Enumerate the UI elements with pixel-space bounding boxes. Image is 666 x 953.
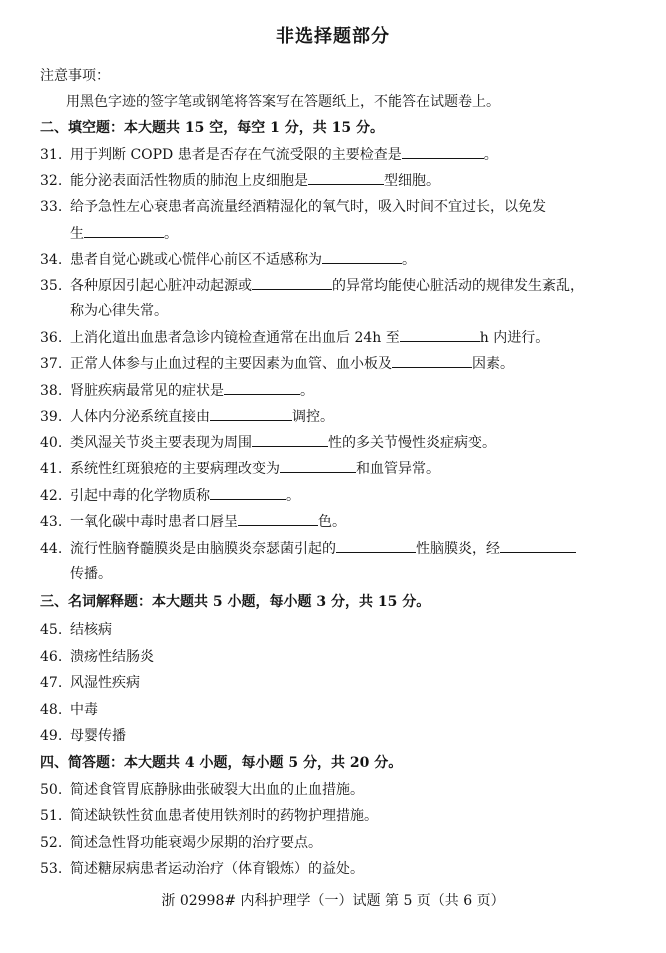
question-text: 因素。 [472,356,514,372]
question-text: 简述食管胃底静脉曲张破裂大出血的止血措施。 [70,782,364,798]
question-40 [40,432,496,452]
question-number: 39. [40,409,63,425]
question-31 [40,144,498,164]
question-34 [40,249,416,269]
answer-blank [402,144,484,159]
question-text: 给予急性左心衰患者高流量经酒精湿化的氧气时，吸入时间不宜过长，以免发 [70,199,546,215]
question-number: 49. [40,728,63,744]
answer-blank [280,458,356,473]
question-number: 33. [40,199,63,215]
question-text: 的异常均能使心脏活动的规律发生紊乱， [332,278,584,294]
question-number: 48. [40,702,63,718]
question-number: 51. [40,808,63,824]
question-41 [40,458,440,478]
question-number: 43. [40,514,63,530]
question-46 [40,647,154,667]
question-number: 34. [40,252,63,268]
question-number: 38. [40,383,63,399]
question-44 [40,538,576,558]
question-52 [40,833,322,853]
question-number: 50. [40,782,63,798]
short-section-heading: 四、简答题：本大题共 4 小题，每小题 5 分，共 20 分。 [40,755,403,771]
question-number: 41. [40,461,63,477]
question-35-continued: 称为心律失常。 [70,303,168,319]
question-37 [40,353,514,373]
question-text: 调控。 [292,409,334,425]
question-text: 生 [70,226,84,242]
question-number: 37. [40,356,63,372]
question-49 [40,726,126,746]
question-text: 类风湿关节炎主要表现为周围 [70,435,252,451]
question-text: 一氧化碳中毒时患者口唇呈 [70,514,238,530]
question-text: 。 [483,147,498,163]
question-text: 各种原因引起心脏冲动起源或 [70,278,252,294]
question-text: 。 [164,226,178,242]
notice-heading: 注意事项： [40,68,110,84]
question-text: 色。 [318,514,346,530]
question-35 [40,275,584,295]
question-text: h 内进行。 [479,330,550,346]
terms-section-heading: 三、名词解释题：本大题共 5 小题，每小题 3 分，共 15 分。 [40,594,431,610]
question-50 [40,780,364,800]
question-number: 31. [40,147,63,163]
answer-blank [400,327,480,342]
question-42 [40,485,300,505]
answer-blank [500,538,576,553]
question-number: 47. [40,675,63,691]
question-text: 能分泌表面活性物质的肺泡上皮细胞是 [70,173,308,189]
question-48 [40,700,98,720]
answer-blank [392,353,472,368]
question-53 [40,859,364,879]
question-number: 44. [40,541,63,557]
question-text: 患者自觉心跳或心慌伴心前区不适感称为 [70,252,322,268]
answer-blank [252,275,332,290]
question-39 [40,406,334,426]
answer-blank [210,485,286,500]
question-number: 53. [40,861,63,877]
question-number: 42. [40,488,63,504]
question-text: 流行性脑脊髓膜炎是由脑膜炎奈瑟菌引起的 [70,541,336,557]
question-text: 性的多关节慢性炎症病变。 [328,435,496,451]
question-47 [40,673,140,693]
answer-blank [252,432,328,447]
question-text: 用于判断 COPD 患者是否存在气流受限的主要检查是 [70,147,402,163]
question-45 [40,620,112,640]
question-text: 简述急性肾功能衰竭少尿期的治疗要点。 [70,835,322,851]
question-text: 性脑膜炎，经 [416,541,500,557]
question-number: 40. [40,435,63,451]
answer-blank [210,406,292,421]
answer-blank [238,511,318,526]
question-text: 引起中毒的化学物质称 [70,488,210,504]
question-text: 结核病 [70,622,112,638]
question-text: 。 [402,252,416,268]
question-text: 人体内分泌系统直接由 [70,409,210,425]
question-text: 简述缺铁性贫血患者使用铁剂时的药物护理措施。 [70,808,378,824]
page-footer: 浙 02998# 内科护理学（一）试题 第 5 页（共 6 页） [161,893,505,909]
question-text: 母婴传播 [70,728,126,744]
question-number: 52. [40,835,63,851]
answer-blank [336,538,416,553]
question-44-continued: 传播。 [70,566,112,582]
question-51 [40,806,378,826]
question-36 [40,327,549,347]
answer-blank [322,249,402,264]
question-text: 型细胞。 [384,173,440,189]
fill-section-heading: 二、填空题：本大题共 15 空，每空 1 分，共 15 分。 [40,120,384,136]
question-text: 肾脏疾病最常见的症状是 [70,383,224,399]
notice-text: 用黑色字迹的签字笔或钢笔将答案写在答题纸上，不能答在试题卷上。 [66,94,500,110]
question-38 [40,380,314,400]
question-43 [40,511,346,531]
question-number: 35. [40,278,63,294]
page-title: 非选择题部分 [276,26,390,47]
question-text: 正常人体参与止血过程的主要因素为血管、血小板及 [70,356,392,372]
question-number: 36. [40,330,63,346]
answer-blank [84,223,164,238]
answer-blank [308,170,384,185]
question-33 [40,197,546,217]
question-text: 中毒 [70,702,98,718]
question-text: 。 [300,383,314,399]
question-text: 简述糖尿病患者运动治疗（体育锻炼）的益处。 [70,861,364,877]
question-number: 45. [40,622,63,638]
question-33-continued [70,223,178,243]
question-text: 风湿性疾病 [70,675,140,691]
question-number: 32. [40,173,63,189]
answer-blank [224,380,300,395]
question-number: 46. [40,649,63,665]
question-text: 溃疡性结肠炎 [70,649,154,665]
question-text: 上消化道出血患者急诊内镜检查通常在出血后 24h 至 [70,330,400,346]
question-32 [40,170,440,190]
question-text: 和血管异常。 [356,461,440,477]
question-text: 系统性红斑狼疮的主要病理改变为 [70,461,280,477]
question-text: 。 [286,488,300,504]
